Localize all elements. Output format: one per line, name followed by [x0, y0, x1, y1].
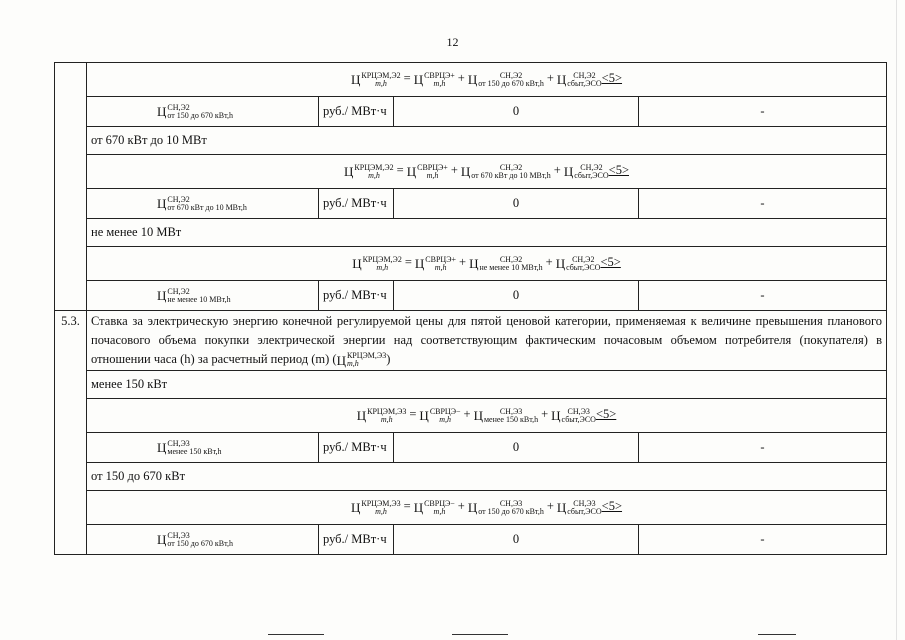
row-2-150-670: [55, 97, 887, 127]
value-cell: 0: [394, 433, 639, 463]
dash-cell: -: [639, 525, 887, 555]
plus-sign: +: [450, 163, 458, 178]
symbol-scripts: [354, 164, 393, 180]
dash-cell: -: [639, 281, 887, 311]
page-number: 12: [446, 35, 459, 49]
section-text: Ставка за электрическую энергию конечной регулируемой цены для пятой ценовой категории, применяемая к величине превышения планового почасового объема покупки электрической энергии над соответствующим фактическим почасовым объемом потребителя (покупателя) в отношении часа (h) за расчетный период (m) (: [91, 314, 883, 366]
formula-term: [461, 164, 551, 180]
formula-lhs: [351, 72, 401, 88]
symbol-superscript: СН,Э2: [499, 70, 523, 80]
footnote-ref: <5>: [601, 499, 623, 514]
symbol-scripts: [347, 352, 386, 368]
symbol-base: Ц: [473, 408, 483, 424]
item-number-cell: [55, 311, 87, 371]
range-label-cell: менее 150 кВт: [87, 371, 887, 399]
symbol-scripts: [167, 440, 221, 456]
item-number-cell: [55, 433, 87, 463]
row-3-150: [55, 433, 887, 463]
symbol-superscript: КРЦЭМ,Э2: [354, 162, 394, 172]
formula-term: [469, 256, 543, 272]
symbol-base: Ц: [563, 164, 574, 180]
item-number-cell: [55, 281, 87, 311]
item-number-cell: [55, 247, 87, 281]
symbol-scripts: [167, 196, 247, 212]
symbol-subscript: m,h: [426, 170, 439, 180]
price-symbol: [157, 532, 233, 548]
plus-sign: +: [546, 71, 554, 86]
plus-sign: +: [459, 255, 467, 270]
plus-sign: +: [541, 407, 549, 422]
symbol-scripts: [478, 500, 544, 516]
symbol-base: Ц: [157, 532, 167, 548]
value-cell: 0: [394, 189, 639, 219]
symbol-subscript: сбыт,ЭСО: [567, 78, 602, 88]
formula-term: [468, 500, 544, 516]
symbol-subscript: m,h: [376, 262, 389, 272]
symbol-superscript: СН,Э2: [499, 254, 523, 264]
item-number-cell: [55, 371, 87, 399]
item-number-cell: [55, 399, 87, 433]
symbol-superscript: СН,Э3: [167, 438, 190, 448]
symbol-base: Ц: [555, 256, 566, 272]
symbol-subscript: от 150 до 670 кВт,h: [478, 506, 544, 516]
formula-cell: [87, 399, 887, 433]
symbol-base: Ц: [157, 440, 167, 456]
formula-lhs: [344, 164, 394, 180]
formula-term: [414, 500, 455, 516]
formula-term: [556, 256, 601, 272]
section-close: ): [386, 352, 391, 366]
symbol-base: Ц: [551, 408, 561, 424]
symbol-scripts: [567, 500, 601, 516]
range-label-cell: от 150 до 670 кВт: [87, 463, 887, 491]
price-name-cell: [87, 97, 319, 127]
tariff-table: [54, 62, 887, 555]
symbol-superscript: СН,Э2: [167, 286, 190, 296]
symbol-scripts: [471, 164, 551, 180]
symbol-scripts: [167, 104, 233, 120]
symbol-superscript: СН,Э2: [573, 70, 596, 80]
symbol-base: Ц: [157, 104, 167, 120]
symbol-subscript: менее 150 кВт,h: [483, 414, 539, 424]
formula-term: [415, 256, 456, 272]
value-cell: 0: [394, 281, 639, 311]
symbol-base: Ц: [413, 72, 424, 88]
symbol-scripts: [167, 532, 233, 548]
equals-sign: =: [396, 163, 404, 178]
symbol-base: Ц: [460, 164, 471, 180]
symbol-superscript: КРЦЭМ,Э2: [361, 70, 401, 80]
symbol-scripts: [479, 256, 542, 272]
price-name-cell: [87, 525, 319, 555]
item-number-cell: [55, 127, 87, 155]
plus-sign: +: [457, 71, 465, 86]
item-number: 5.3.: [61, 314, 80, 328]
formula-2-10: [55, 247, 887, 281]
value-cell: 0: [394, 525, 639, 555]
symbol-base: Ц: [157, 288, 167, 304]
plus-sign: +: [463, 407, 471, 422]
symbol-scripts: [361, 72, 400, 88]
label-3-150-670: [55, 463, 887, 491]
symbol-superscript: СН,Э2: [167, 102, 190, 112]
footnote-ref: <5>: [601, 71, 623, 86]
formula-lhs: [352, 256, 402, 272]
symbol-scripts: [417, 164, 448, 180]
symbol-superscript: КРЦЭМ,Э2: [362, 254, 402, 264]
symbol-subscript: от 150 до 670 кВт,h: [167, 538, 233, 548]
symbol-subscript: менее 150 кВт,h: [167, 446, 222, 456]
symbol-subscript: m,h: [375, 78, 387, 88]
symbol-subscript: m,h: [439, 414, 452, 424]
symbol-base: Ц: [414, 256, 425, 272]
value-cell: 0: [394, 97, 639, 127]
item-number-cell: [55, 63, 87, 97]
symbol-subscript: сбыт,ЭСО: [574, 170, 609, 180]
equals-sign: =: [409, 407, 417, 422]
symbol-base: Ц: [406, 164, 417, 180]
label-2-10: [55, 219, 887, 247]
footnote-ref: <5>: [595, 407, 617, 422]
symbol-subscript: сбыт,ЭСО: [566, 262, 601, 272]
symbol-scripts: [363, 256, 402, 272]
symbol-superscript: КРЦЭМ,Э3: [367, 406, 407, 416]
symbol-base: Ц: [419, 408, 429, 424]
symbol-scripts: [367, 408, 406, 424]
price-symbol: [157, 440, 222, 456]
symbol-superscript: КРЦЭМ,Э3: [361, 498, 401, 508]
symbol-superscript: СВРЦЭ−: [429, 406, 461, 416]
formula-cell: [87, 155, 887, 189]
symbol-base: Ц: [356, 408, 367, 424]
range-label-cell: от 670 кВт до 10 МВт: [87, 127, 887, 155]
symbol-base: Ц: [467, 500, 478, 516]
plus-sign: +: [553, 163, 561, 178]
symbol-superscript: СН,Э3: [499, 498, 523, 508]
symbol-scripts: [425, 256, 456, 272]
section-description-cell: [87, 311, 887, 371]
symbol-scripts: [562, 408, 596, 424]
footnote-ref: <5>: [600, 255, 621, 270]
equals-sign: =: [403, 71, 411, 86]
symbol-scripts: [424, 72, 455, 88]
symbol-superscript: СН,Э3: [167, 530, 190, 540]
formula-term: [564, 164, 609, 180]
symbol-subscript: m,h: [368, 170, 380, 180]
formula-term: [419, 408, 460, 424]
unit-cell: руб./ МВт·ч: [319, 97, 394, 127]
row-3-150-670: [55, 525, 887, 555]
symbol-subscript: не менее 10 МВт,h: [479, 262, 543, 272]
symbol-scripts: [478, 72, 544, 88]
unit-cell: руб./ МВт·ч: [319, 525, 394, 555]
unit-cell: руб./ МВт·ч: [319, 281, 394, 311]
symbol-subscript: от 150 до 670 кВт,h: [167, 110, 233, 120]
symbol-subscript: m,h: [433, 78, 446, 88]
dash-cell: -: [639, 433, 887, 463]
symbol-scripts: [574, 164, 608, 180]
formula-cell: [87, 491, 887, 525]
formula-term: [551, 408, 596, 424]
symbol-scripts: [430, 408, 461, 424]
symbol-subscript: от 670 кВт до 10 МВт,h: [471, 170, 551, 180]
symbol-superscript: СН,Э3: [567, 406, 590, 416]
price-symbol: [157, 288, 231, 304]
symbol-base: Ц: [413, 500, 424, 516]
plus-sign: +: [545, 255, 553, 270]
equals-sign: =: [404, 255, 412, 270]
symbol-subscript: m,h: [375, 506, 387, 516]
symbol-superscript: СН,Э2: [572, 254, 595, 264]
formula-term: [414, 72, 455, 88]
symbol-scripts: [567, 72, 601, 88]
price-symbol: [157, 104, 233, 120]
symbol-scripts: [566, 256, 600, 272]
symbol-superscript: СН,Э3: [499, 406, 523, 416]
symbol-subscript: от 150 до 670 кВт,h: [478, 78, 544, 88]
symbol-superscript: КРЦЭМ,Э3: [346, 351, 387, 361]
price-symbol: [157, 196, 247, 212]
symbol-superscript: СН,Э2: [580, 162, 603, 172]
label-3-150: [55, 371, 887, 399]
symbol-scripts: [424, 500, 455, 516]
symbol-subscript: m,h: [346, 359, 359, 369]
symbol-base: Ц: [344, 164, 354, 180]
row-2-10: [55, 281, 887, 311]
formula-2-150-670: [55, 63, 887, 97]
formula-cell: [87, 247, 887, 281]
label-2-670-10: [55, 127, 887, 155]
formula-term: [557, 500, 602, 516]
tariff-table-body: [55, 63, 887, 555]
symbol-subscript: m,h: [380, 414, 393, 424]
dash-cell: -: [639, 189, 887, 219]
symbol-subscript: от 670 кВт до 10 МВт,h: [167, 202, 247, 212]
symbol-base: Ц: [336, 352, 346, 368]
item-number-cell: [55, 491, 87, 525]
formula-term: [474, 408, 539, 424]
symbol-subscript: m,h: [434, 262, 447, 272]
section-symbol: [337, 352, 387, 368]
row-2-670-10: [55, 189, 887, 219]
symbol-base: Ц: [556, 72, 567, 88]
symbol-scripts: [167, 288, 230, 304]
price-name-cell: [87, 189, 319, 219]
symbol-superscript: СВРЦЭ+: [424, 70, 455, 80]
range-label-cell: не менее 10 МВт: [87, 219, 887, 247]
footer-lines: [0, 634, 905, 636]
symbol-subscript: не менее 10 МВт,h: [167, 294, 231, 304]
section-5-3: [55, 311, 887, 371]
formula-lhs: [351, 500, 401, 516]
formula-lhs: [357, 408, 407, 424]
symbol-superscript: СВРЦЭ+: [417, 162, 448, 172]
symbol-base: Ц: [351, 500, 361, 516]
item-number-cell: [55, 219, 87, 247]
price-name-cell: [87, 433, 319, 463]
formula-2-670-10: [55, 155, 887, 189]
symbol-subscript: m,h: [433, 506, 446, 516]
item-number-cell: [55, 525, 87, 555]
dash-cell: -: [639, 97, 887, 127]
plus-sign: +: [457, 499, 465, 514]
formula-3-150-670: [55, 491, 887, 525]
symbol-base: Ц: [352, 256, 362, 272]
symbol-superscript: СВРЦЭ−: [424, 498, 455, 508]
symbol-superscript: СВРЦЭ+: [425, 254, 456, 264]
symbol-scripts: [484, 408, 538, 424]
formula-term: [557, 72, 602, 88]
formula-term: [407, 164, 448, 180]
item-number-cell: [55, 97, 87, 127]
equals-sign: =: [403, 499, 411, 514]
plus-sign: +: [546, 499, 554, 514]
formula-3-150: [55, 399, 887, 433]
symbol-base: Ц: [556, 500, 567, 516]
symbol-subscript: сбыт,ЭСО: [567, 506, 602, 516]
item-number-cell: [55, 463, 87, 491]
symbol-scripts: [361, 500, 400, 516]
unit-cell: руб./ МВт·ч: [319, 189, 394, 219]
unit-cell: руб./ МВт·ч: [319, 433, 394, 463]
symbol-subscript: сбыт,ЭСО: [561, 414, 596, 424]
formula-term: [468, 72, 544, 88]
formula-cell: [87, 63, 887, 97]
symbol-superscript: СН,Э3: [573, 498, 596, 508]
symbol-base: Ц: [469, 256, 479, 272]
price-name-cell: [87, 281, 319, 311]
item-number-cell: [55, 155, 87, 189]
item-number-cell: [55, 189, 87, 219]
footnote-ref: <5>: [608, 163, 629, 178]
symbol-base: Ц: [351, 72, 361, 88]
symbol-superscript: СН,Э2: [167, 194, 190, 204]
symbol-base: Ц: [467, 72, 478, 88]
symbol-superscript: СН,Э2: [499, 162, 523, 172]
symbol-base: Ц: [157, 196, 167, 212]
page-edge-line: [896, 0, 897, 640]
